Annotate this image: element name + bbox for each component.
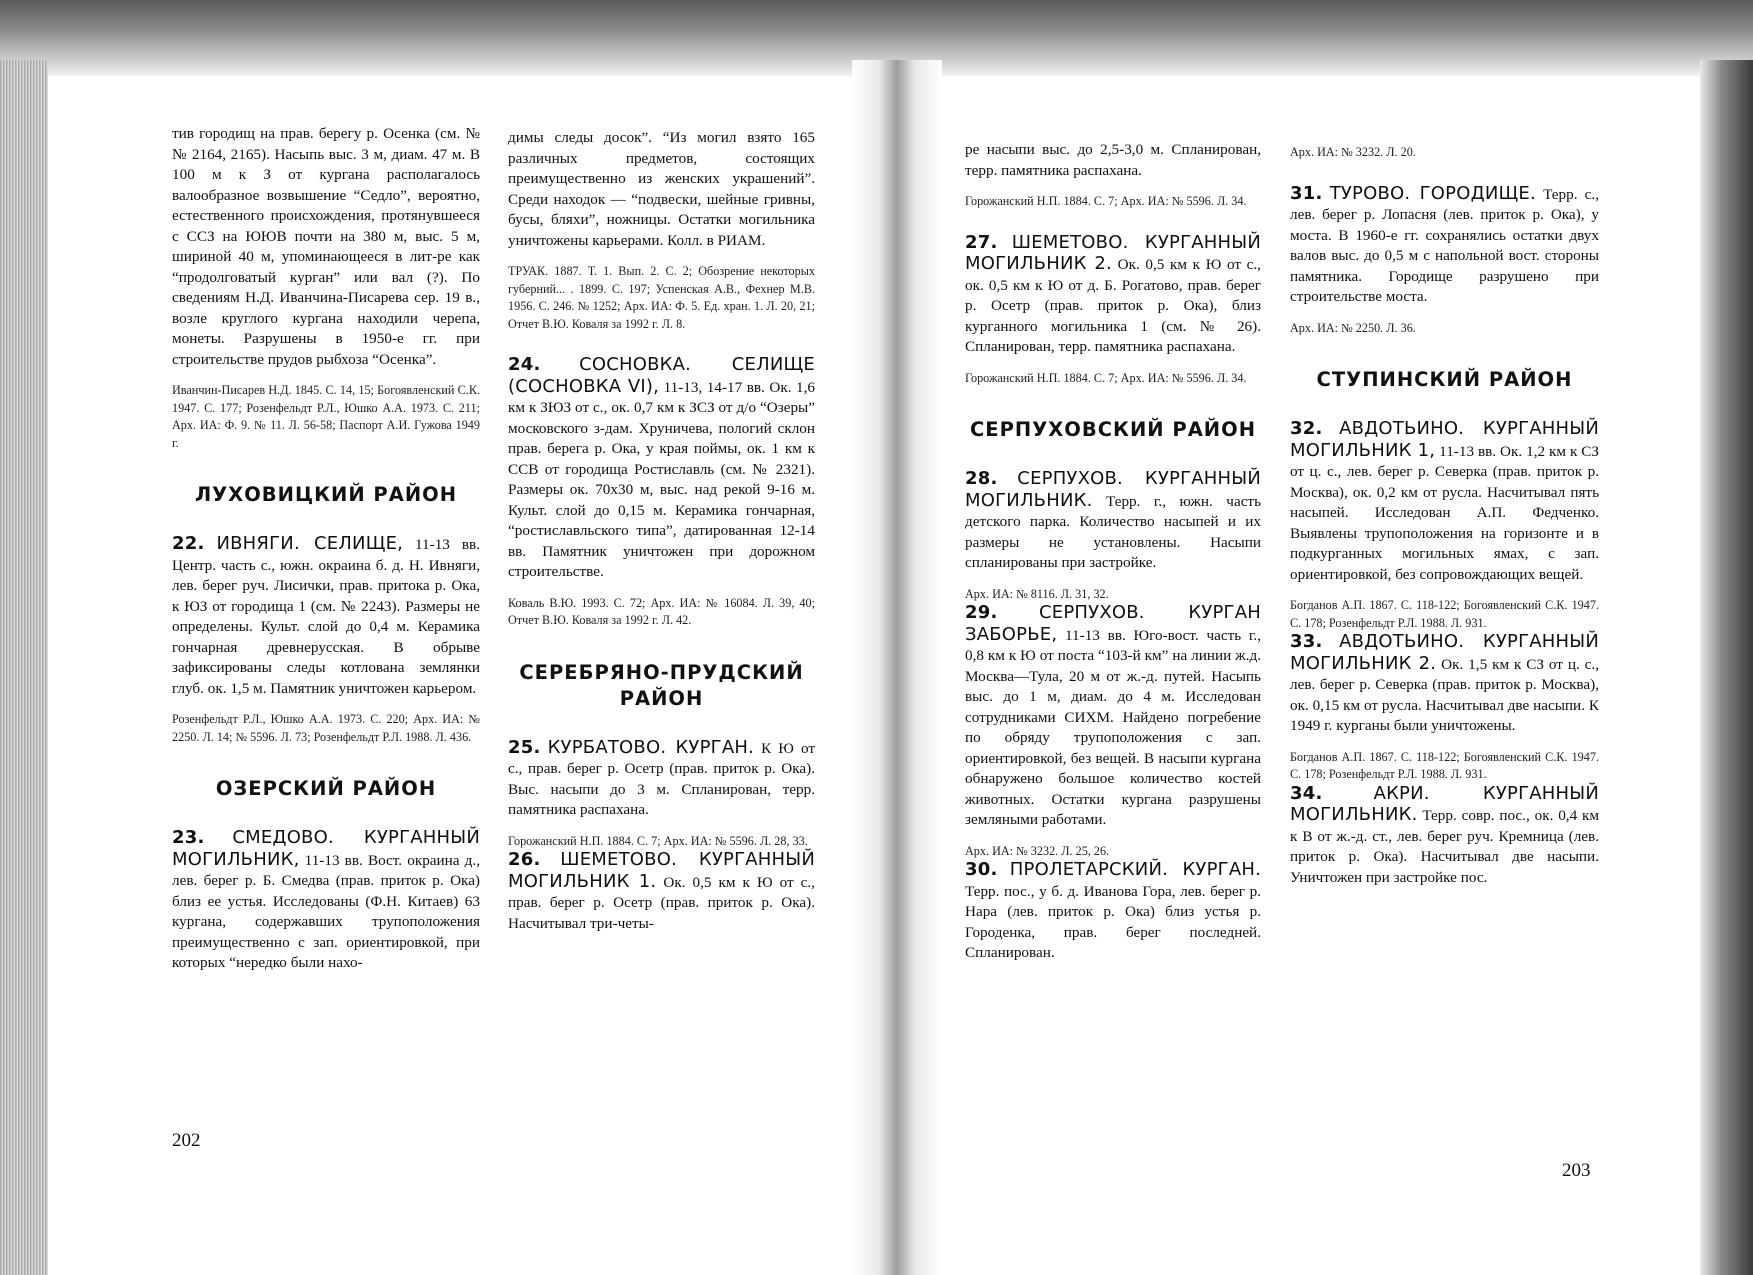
entry-32 bbox=[1290, 419, 1599, 585]
district-heading: СЕРЕБРЯНО-ПРУДСКИЙ РАЙОН bbox=[519, 660, 804, 710]
entry-reference: Арх. ИА: № 8116. Л. 31, 32. bbox=[965, 586, 1109, 601]
entry-31 bbox=[1290, 184, 1599, 308]
page-number-right: 203 bbox=[1562, 1160, 1591, 1181]
entry-28 bbox=[965, 469, 1261, 574]
entry-number: 22. bbox=[172, 533, 205, 554]
entry-22 bbox=[172, 534, 480, 699]
entry-title: СЕРПУХОВ. КУРГАННЫЙ МОГИЛЬНИК. bbox=[965, 468, 1261, 511]
entry-text: 11-13 вв. Юго-вост. часть г., 0,8 км к Ю от поста “103-й км” на линии ж.д. Москва—Тула, 20 м от ж.-д. путей. Насыпь выс. до 1 м, диам. до 4 м. Исследован сотрудниками СИХМ. Найдено погребение по обряду трупоположения с зап. ориентировкой, без вещей. В насыпи кургана обнаружено большое количество костей животных. Остатки кургана разрушены земляными работами. bbox=[965, 626, 1262, 828]
entry-title: ТУРОВО. ГОРОДИЩЕ. bbox=[1329, 182, 1536, 204]
district-heading: СЕРПУХОВСКИЙ РАЙОН bbox=[969, 418, 1257, 441]
entry-25 bbox=[508, 738, 815, 821]
entry-title: ШЕМЕТОВО. КУРГАННЫЙ МОГИЛЬНИК 1. bbox=[508, 849, 815, 892]
entry-title: АКРИ. КУРГАННЫЙ МОГИЛЬНИК. bbox=[1290, 782, 1599, 825]
entry-reference: Богданов А.П. 1867. С. 118-122; Богоявленский С.К. 1947. С. 178; Розенфельдт Р.Л. 1988. Л. 931. bbox=[1290, 749, 1599, 781]
entry-number: 26. bbox=[508, 849, 541, 870]
entry-reference: Коваль В.Ю. 1993. С. 72; Арх. ИА: № 16084. Л. 39, 40; Отчет В.Ю. Коваля за 1992 г. Л. 42. bbox=[508, 595, 815, 627]
entry-34 bbox=[1290, 784, 1599, 889]
entry-text: Ок. 1,5 км к СЗ от ц. с., лев. берег р. Северка (прав. приток р. Москва), ок. 0,15 км от русла. Насчитывал две насыпи. К 1949 г. курганы были уничтожены. bbox=[1290, 655, 1599, 734]
entry-reference: Арх. ИА: № 3232. Л. 25, 26. bbox=[965, 843, 1110, 858]
entry-number: 27. bbox=[965, 231, 998, 253]
entry-title: ИВНЯГИ. СЕЛИЩЕ, bbox=[216, 533, 404, 554]
book-page-edges-left bbox=[0, 60, 48, 1275]
entry-reference: Розенфельдт Р.Л., Юшко А.А. 1973. С. 220; Арх. ИА: № 2250. Л. 14; № 5596. Л. 73; Розенфельдт Р.Л. 1988. Л. 436. bbox=[172, 712, 480, 744]
entry-number: 31. bbox=[1290, 182, 1323, 204]
entry-number: 25. bbox=[508, 736, 541, 758]
left-page-column-2 bbox=[508, 128, 815, 934]
entry-text: 11-13 вв. Центр. часть с., южн. окраина б. д. Н. Ивняги, лев. берег руч. Лисички, прав. притока р. Ока, к ЮЗ от городища 1 (см. № 2243). Размеры не определены. Культ. слой до 0,4 м. Керамика гончарная древнерусская. В обрыве зафиксированы следы котлована землянки глуб. ок. 1,5 м. Памятник уничтожен карьером. bbox=[172, 536, 480, 697]
entry-title: ШЕМЕТОВО. КУРГАННЫЙ МОГИЛЬНИК 2. bbox=[965, 231, 1261, 274]
district-heading: ОЗЕРСКИЙ РАЙОН bbox=[215, 777, 437, 800]
entry-text: К Ю от с., прав. берег р. Осетр (прав. приток р. Ока). Выс. насыпи до 3 м. Спланирован, терр. памятника распахана. bbox=[508, 739, 815, 818]
right-page-column-2 bbox=[1290, 144, 1599, 888]
entry-reference: Горожанский Н.П. 1884. С. 7; Арх. ИА: № 5596. Л. 34. bbox=[965, 370, 1247, 385]
entry-text: Ок. 0,5 км к Ю от с., ок. 0,5 км к Ю от д. Б. Рогатово, прав. берег р. Осетр (прав. приток р. Ока), близ курганного могильника 1 (см. № 26). Спланирован, терр. памятника распахана. bbox=[965, 256, 1261, 355]
entry-title: КУРБАТОВО. КУРГАН. bbox=[547, 736, 754, 758]
entry-text: Терр. совр. пос., ок. 0,4 км к В от ж.-д. ст., лев. берег руч. Кремница (лев. приток р. Ока). Насчитывал две насыпи. Уничтожен при застройке пос. bbox=[1290, 807, 1599, 886]
entry-continuation-text: ре насыпи выс. до 2,5-3,0 м. Спланирован, терр. памятника распахана. bbox=[965, 141, 1261, 179]
district-heading: СТУПИНСКИЙ РАЙОН bbox=[1316, 368, 1573, 391]
entry-continuation-text: тив городищ на прав. берегу р. Осенка (см. №№ 2164, 2165). Насыпь выс. 3 м, диам. 47 м. В 100 м к З от кургана располагалось валообразное возвышение “Седло”, вероятно, естественного происхождения, протянувшееся с ССЗ на ЮЮВ почти на 380 м, выс. 5 м, шириной 40 м, упоминающееся в лит-ре как “продолговатый курган” или вал (?). По сведениям Н.Д. Иванчина-Писарева сер. 19 в., возле круглого кургана находили черепа, монеты. Разрушены в 1950-е гг. при строительстве прудов рыбхоза “Осенка”. bbox=[172, 125, 480, 368]
entry-33 bbox=[1290, 632, 1599, 737]
entry-26 bbox=[508, 850, 815, 934]
entry-title: АВДОТЬИНО. КУРГАННЫЙ МОГИЛЬНИК 2. bbox=[1290, 631, 1599, 674]
district-heading: ЛУХОВИЦКИЙ РАЙОН bbox=[194, 483, 458, 506]
entry-text: 11-13, 14-17 вв. Ок. 1,6 км к ЗЮЗ от с., ок. 0,7 км к ЗСЗ от д/о “Озеры” московского з-дам. Хруничева, пологий склон прав. берега р. Ока, у края поймы, ок. 1 км к ССВ от городища Ростиславль (см. № 2321). Размеры ок. 70х30 м, выс. над рекой 9-16 м. Культ. слой до 0,15 м. Керамика гончарная, “ростиславльского типа”, датированная 12-14 вв. Памятник уничтожен при дорожном строительстве. bbox=[508, 378, 815, 580]
entry-text: Терр. г., южн. часть детского парка. Количество насыпей и их размеры не установлены. Насыпи спланированы при застройке. bbox=[965, 492, 1261, 571]
entry-reference: Горожанский Н.П. 1884. С. 7; Арх. ИА: № 5596. Л. 34. bbox=[965, 194, 1247, 208]
entry-number: 23. bbox=[172, 827, 205, 848]
entry-title: СМЕДОВО. КУРГАННЫЙ МОГИЛЬНИК, bbox=[172, 827, 480, 870]
entry-reference: Иванчин-Писарев Н.Д. 1845. С. 14, 15; Богоявленский С.К. 1947. С. 177; Розенфельдт Р.Л., Юшко А.А. 1973. С. 211; Арх. ИА: Ф. 9. № 11. Л. 56-58; Паспорт А.И. Гужова 1949 г. bbox=[172, 383, 480, 450]
entry-continuation-text: димы следы досок”. “Из могил взято 165 различных предметов, состоящих преимущественно из женских украшений”. Среди находок — “подвески, шейные гривны, бусы, бляхи”, ножницы. Остатки могильника уничтожены карьерами. Колл. в РИАМ. bbox=[508, 129, 815, 249]
entry-number: 30. bbox=[965, 859, 998, 880]
entry-number: 24. bbox=[508, 354, 541, 375]
entry-24 bbox=[508, 355, 815, 583]
page-number-left: 202 bbox=[172, 1130, 201, 1151]
entry-reference: ТРУАК. 1887. Т. 1. Вып. 2. С. 2; Обозрение некоторых губерний... . 1899. С. 197; Успенская А.В., Фехнер М.В. 1956. С. 246. № 1252; Арх. ИА: Ф. 5. Ед. хран. 1. Л. 20, 21; Отчет В.Ю. Коваля за 1992 г. Л. 8. bbox=[508, 264, 815, 331]
entry-23 bbox=[172, 828, 480, 974]
entry-number: 29. bbox=[965, 602, 998, 623]
book-page-edges-right bbox=[1700, 60, 1753, 1275]
entry-number: 33. bbox=[1290, 631, 1323, 652]
entry-27 bbox=[965, 233, 1261, 358]
book-spine-gutter bbox=[852, 60, 942, 1275]
entry-text: 11-13 вв. Ок. 1,2 км к СЗ от ц. с., лев. берег р. Северка (прав. приток р. Москва), ок. 0,2 км от русла. Насчитывал пять насыпей. Исследован А.П. Федченко. Выявлены трупоположения на горизонте и в подкурганных могильных ямах, с зап. ориентировкой, без сопровождающих вещей. bbox=[1290, 442, 1599, 583]
entry-reference: Арх. ИА: № 3232. Л. 20. bbox=[1290, 145, 1416, 159]
entry-text: Ок. 0,5 км к Ю от с., прав. берег р. Осетр (прав. приток р. Ока). Насчитывал три-четы- bbox=[508, 873, 815, 932]
entry-number: 32. bbox=[1290, 418, 1323, 439]
entry-number: 34. bbox=[1290, 782, 1323, 804]
right-page-column-1 bbox=[965, 140, 1261, 964]
entry-title: СОСНОВКА. СЕЛИЩЕ (СОСНОВКА VI), bbox=[508, 354, 815, 397]
entry-reference: Горожанский Н.П. 1884. С. 7; Арх. ИА: № 5596. Л. 28, 33. bbox=[508, 833, 808, 848]
entry-text: 11-13 вв. Вост. окраина д., лев. берег р. Б. Смедва (прав. приток р. Ока) близ ее устья. Исследованы (Ф.Н. Китаев) 63 кургана, содержавших трупоположения преимущественно с зап. ориентировкой, при которых “нередко были нахо- bbox=[172, 851, 480, 971]
entry-title: АВДОТЬИНО. КУРГАННЫЙ МОГИЛЬНИК 1, bbox=[1290, 418, 1599, 461]
left-page-column-1 bbox=[172, 124, 480, 974]
entry-30 bbox=[965, 860, 1261, 964]
entry-reference: Арх. ИА: № 2250. Л. 36. bbox=[1290, 320, 1416, 335]
entry-number: 28. bbox=[965, 468, 998, 489]
entry-title: СЕРПУХОВ. КУРГАН ЗАБОРЬЕ, bbox=[965, 602, 1261, 645]
entry-title: ПРОЛЕТАРСКИЙ. КУРГАН. bbox=[1009, 859, 1261, 880]
entry-reference: Богданов А.П. 1867. С. 118-122; Богоявленский С.К. 1947. С. 178; Розенфельдт Р.Л. 1988. Л. 931. bbox=[1290, 598, 1599, 630]
entry-text: Терр. пос., у б. д. Иванова Гора, лев. берег р. Нара (лев. приток р. Ока) близ устья р. Городенка, прав. берег последней. Спланирован. bbox=[965, 882, 1261, 961]
entry-29 bbox=[965, 603, 1261, 831]
entry-text: Терр. с., лев. берег р. Лопасня (лев. приток р. Ока), у моста. В 1960-е гг. сохранялись остатки двух валов выс. до 0,5 м с напольной вост. стороны памятника. Городище разрушено при строительстве моста. bbox=[1290, 185, 1600, 305]
